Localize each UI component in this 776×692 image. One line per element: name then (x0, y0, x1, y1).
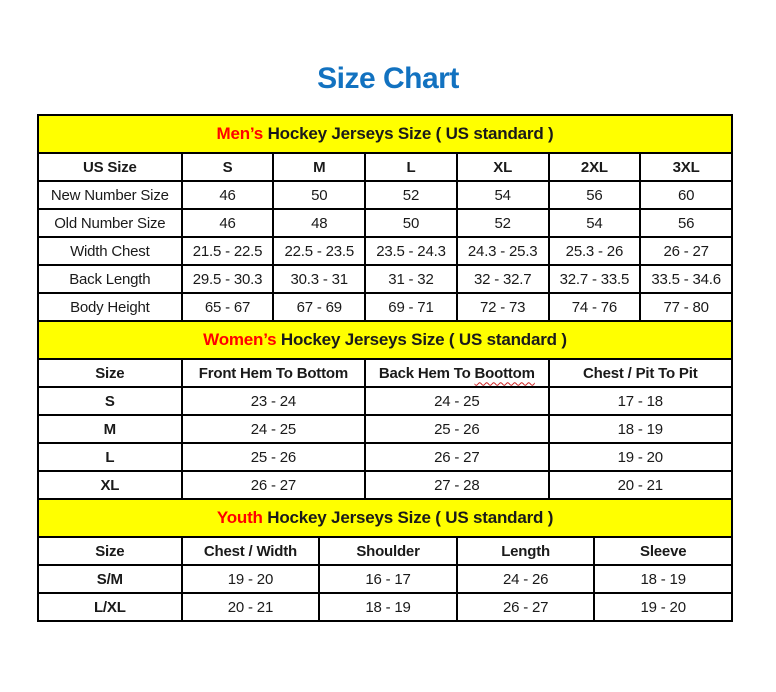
row-label: Body Height (38, 293, 182, 321)
value-cell: 50 (365, 209, 457, 237)
value-cell: 31 - 32 (365, 265, 457, 293)
value-cell: 33.5 - 34.6 (640, 265, 732, 293)
value-cell: 77 - 80 (640, 293, 732, 321)
value-cell: 20 - 21 (182, 593, 320, 621)
value-cell: 19 - 20 (549, 443, 732, 471)
size-tables (37, 114, 733, 622)
column-header: Sleeve (594, 537, 732, 565)
table-row (38, 593, 732, 621)
value-cell: 26 - 27 (640, 237, 732, 265)
column-header (365, 359, 548, 387)
mens-band-title: Men’s Hockey Jerseys Size ( US standard ) (38, 115, 732, 153)
value-cell: 46 (182, 181, 274, 209)
youth-band-title: Youth Hockey Jerseys Size ( US standard ) (38, 499, 732, 537)
table-row (38, 415, 732, 443)
column-header: 2XL (549, 153, 641, 181)
band-row (38, 321, 732, 359)
value-cell: 65 - 67 (182, 293, 274, 321)
row-label: L/XL (38, 593, 182, 621)
value-cell: 74 - 76 (549, 293, 641, 321)
value-cell: 23.5 - 24.3 (365, 237, 457, 265)
misspelled-word: Boottom (474, 364, 535, 382)
row-label: XL (38, 471, 182, 499)
table-row (38, 293, 732, 321)
value-cell: 56 (640, 209, 732, 237)
mens-size-table (37, 114, 733, 322)
value-cell: 24 - 25 (182, 415, 365, 443)
table-row (38, 209, 732, 237)
value-cell: 20 - 21 (549, 471, 732, 499)
column-header: 3XL (640, 153, 732, 181)
value-cell: 18 - 19 (594, 565, 732, 593)
value-cell: 23 - 24 (182, 387, 365, 415)
value-cell: 21.5 - 22.5 (182, 237, 274, 265)
column-header: Size (38, 359, 182, 387)
womens-size-table (37, 320, 733, 500)
value-cell: 69 - 71 (365, 293, 457, 321)
value-cell: 26 - 27 (182, 471, 365, 499)
table-row (38, 181, 732, 209)
band-accent-word: Men’s (216, 124, 264, 143)
row-label: L (38, 443, 182, 471)
header-row (38, 359, 732, 387)
row-label: M (38, 415, 182, 443)
value-cell: 24 - 26 (457, 565, 595, 593)
column-header: M (273, 153, 365, 181)
value-cell: 19 - 20 (182, 565, 320, 593)
value-cell: 60 (640, 181, 732, 209)
value-cell: 25.3 - 26 (549, 237, 641, 265)
table-row (38, 387, 732, 415)
value-cell: 50 (273, 181, 365, 209)
table-row (38, 265, 732, 293)
column-header: Length (457, 537, 595, 565)
value-cell: 26 - 27 (365, 443, 548, 471)
value-cell: 22.5 - 23.5 (273, 237, 365, 265)
row-label: Old Number Size (38, 209, 182, 237)
table-row (38, 237, 732, 265)
value-cell: 24.3 - 25.3 (457, 237, 549, 265)
value-cell: 19 - 20 (594, 593, 732, 621)
value-cell: 52 (365, 181, 457, 209)
value-cell: 26 - 27 (457, 593, 595, 621)
value-cell: 17 - 18 (549, 387, 732, 415)
row-label: Back Length (38, 265, 182, 293)
value-cell: 56 (549, 181, 641, 209)
column-header: Front Hem To Bottom (182, 359, 365, 387)
womens-band-title: Women’s Hockey Jerseys Size ( US standard ) (38, 321, 732, 359)
table-row (38, 443, 732, 471)
value-cell: 25 - 26 (182, 443, 365, 471)
value-cell: 30.3 - 31 (273, 265, 365, 293)
table-row (38, 471, 732, 499)
page-title: Size Chart (317, 62, 459, 95)
band-row (38, 115, 732, 153)
value-cell: 46 (182, 209, 274, 237)
value-cell: 52 (457, 209, 549, 237)
value-cell: 54 (549, 209, 641, 237)
band-accent-word: Women’s (203, 330, 277, 349)
row-label: S (38, 387, 182, 415)
column-header: XL (457, 153, 549, 181)
header-row (38, 153, 732, 181)
value-cell: 18 - 19 (549, 415, 732, 443)
value-cell: 72 - 73 (457, 293, 549, 321)
value-cell: 32.7 - 33.5 (549, 265, 641, 293)
column-header: S (182, 153, 274, 181)
value-cell: 32 - 32.7 (457, 265, 549, 293)
column-header: Shoulder (319, 537, 457, 565)
value-cell: 54 (457, 181, 549, 209)
value-cell: 24 - 25 (365, 387, 548, 415)
band-accent-word: Youth (216, 508, 263, 527)
header-text: Back Hem To (378, 364, 475, 382)
column-header: L (365, 153, 457, 181)
value-cell: 48 (273, 209, 365, 237)
column-header: Chest / Pit To Pit (549, 359, 732, 387)
value-cell: 29.5 - 30.3 (182, 265, 274, 293)
row-label: S/M (38, 565, 182, 593)
row-label: Width Chest (38, 237, 182, 265)
value-cell: 16 - 17 (319, 565, 457, 593)
value-cell: 25 - 26 (365, 415, 548, 443)
band-row (38, 499, 732, 537)
value-cell: 67 - 69 (273, 293, 365, 321)
column-header: Size (38, 537, 182, 565)
table-row (38, 565, 732, 593)
header-row (38, 537, 732, 565)
row-label: New Number Size (38, 181, 182, 209)
value-cell: 18 - 19 (319, 593, 457, 621)
column-header: Chest / Width (182, 537, 320, 565)
youth-size-table (37, 498, 733, 622)
value-cell: 27 - 28 (365, 471, 548, 499)
column-header: US Size (38, 153, 182, 181)
